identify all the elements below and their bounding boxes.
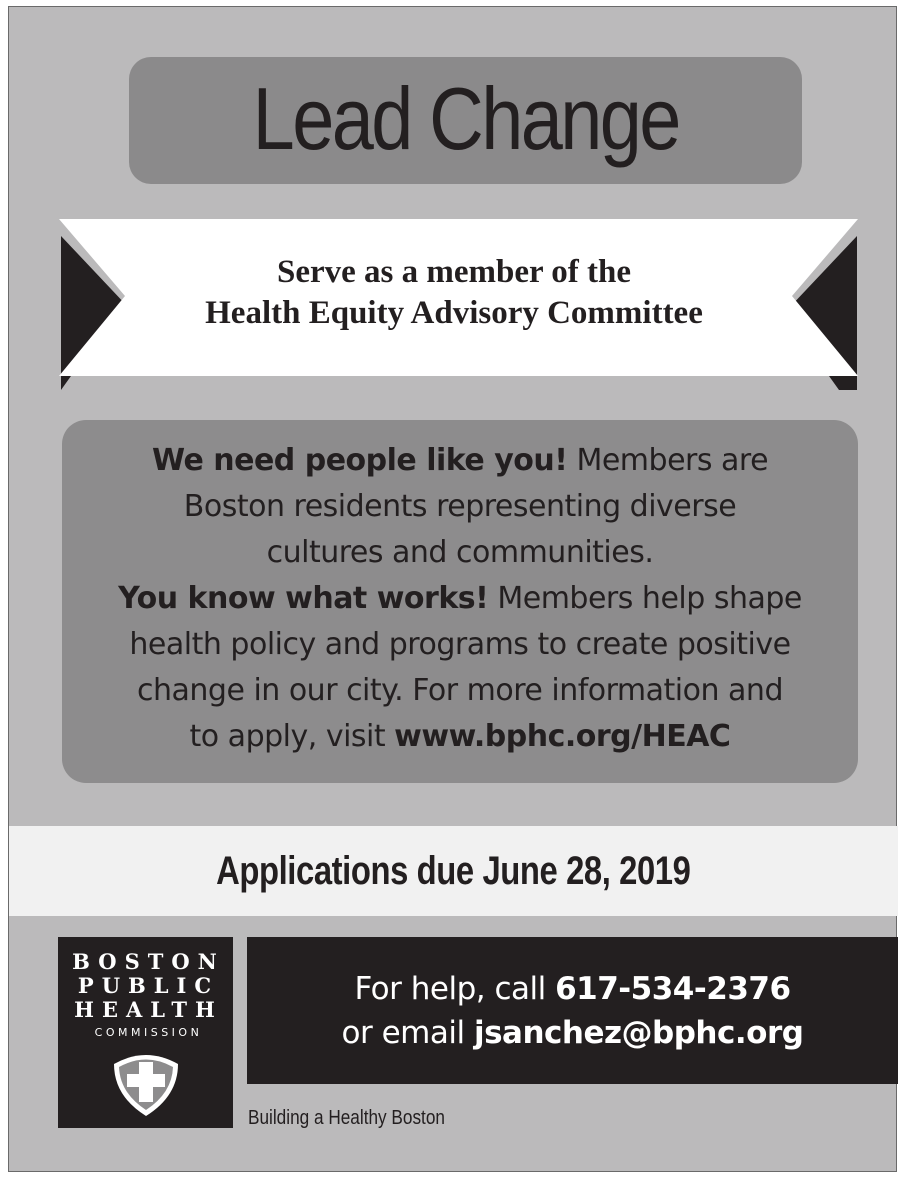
help-line-1 xyxy=(247,967,898,1011)
info-line-4 xyxy=(82,576,838,622)
logo-line-2: PUBLIC xyxy=(77,973,220,998)
info-line-7 xyxy=(82,714,838,760)
title-box xyxy=(129,57,802,184)
info-line-1 xyxy=(82,438,838,484)
info-text-1: Members are xyxy=(567,443,769,478)
info-bold-1: We need people like you! xyxy=(151,443,568,478)
help-line-2 xyxy=(247,1011,898,1055)
info-line-5: health policy and programs to create positive xyxy=(129,627,791,662)
shield-cross-icon xyxy=(110,1050,182,1118)
page-title: Lead Change xyxy=(252,68,679,168)
info-line-6: change in our city. For more information and xyxy=(137,673,783,708)
help-text-2: or email xyxy=(341,1014,474,1051)
deadline-text: Applications due June 28, 2019 xyxy=(216,848,691,893)
info-bold-2: You know what works! xyxy=(118,581,489,616)
deadline-band xyxy=(9,826,898,916)
info-box xyxy=(62,420,858,783)
tagline: Building a Healthy Boston xyxy=(248,1107,445,1129)
phone-number[interactable]: 617-534-2376 xyxy=(555,970,791,1007)
info-text xyxy=(82,438,838,760)
help-box xyxy=(247,937,898,1084)
info-text-7: to apply, visit xyxy=(189,719,395,754)
logo-line-4: COMMISSION xyxy=(94,1026,203,1039)
website-link[interactable]: www.bphc.org/HEAC xyxy=(394,719,731,754)
logo-line-3: HEALTH xyxy=(74,997,223,1022)
info-text-4: Members help shape xyxy=(488,581,802,616)
ribbon-text xyxy=(109,252,799,334)
info-line-2: Boston residents representing diverse xyxy=(183,489,737,524)
flyer-page xyxy=(8,6,897,1172)
ribbon-banner xyxy=(9,212,898,392)
email-link[interactable]: jsanchez@bphc.org xyxy=(473,1014,804,1051)
ribbon-line-1: Serve as a member of the xyxy=(276,254,632,290)
info-line-3: cultures and communities. xyxy=(266,535,654,570)
help-text-1: For help, call xyxy=(354,970,556,1007)
ribbon-line-2: Health Equity Advisory Committee xyxy=(205,295,703,331)
bphc-logo xyxy=(58,937,233,1128)
logo-line-1: BOSTON xyxy=(72,949,225,974)
